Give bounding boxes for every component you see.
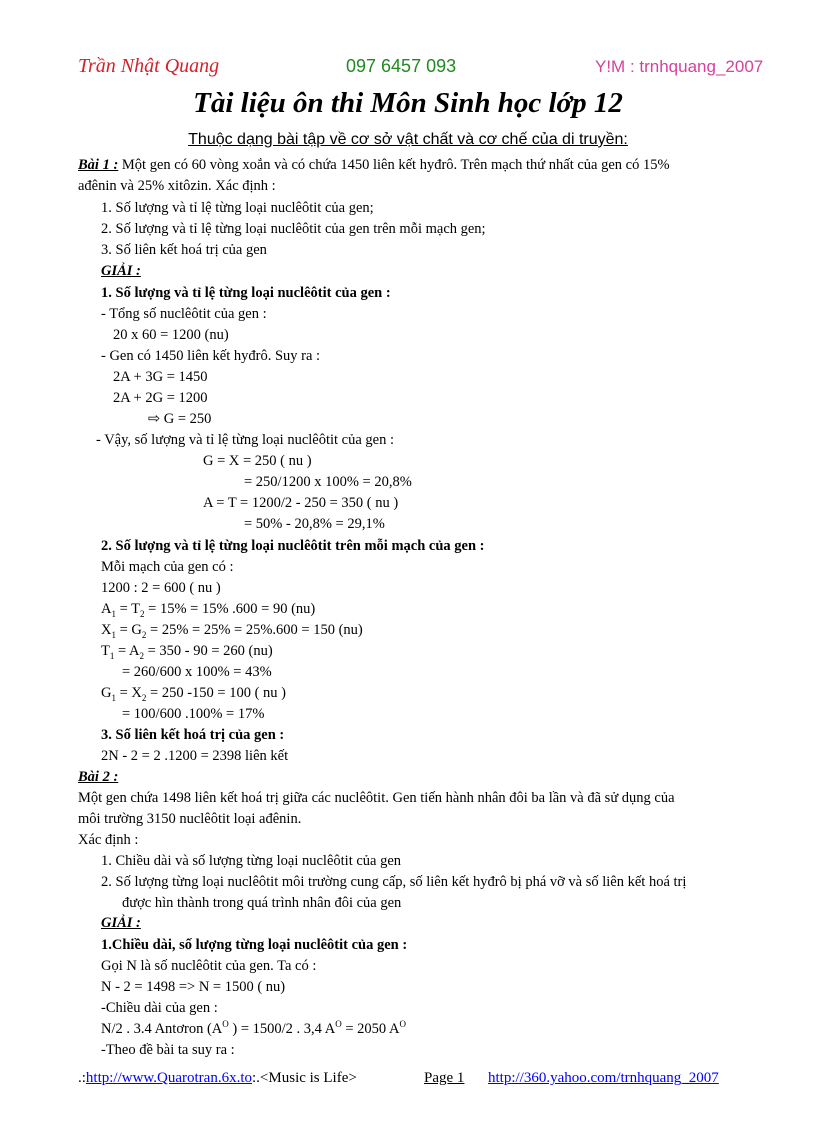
bai1-line: - Gen có 1450 liên kết hyđrô. Suy ra : [101,348,321,364]
bai2-intro-line1: Một gen chứa 1498 liên kết hoá trị giữa các nuclêôtit. Gen tiến hành nhân đôi ba lần và đã sử dụng của [78,790,675,806]
bai1-line: 2A + 2G = 1200 [113,390,208,406]
bai1-formula: $T_1 = A_2 = 350 - 90 = 260$ (nu) [101,643,273,661]
bai1-line: = 260/600 x 100% = 43% [122,664,272,680]
bai2-length-formula: N/2 . 3.4 Antơron ($A^O$ ) = 1500/2 . 3,4 $A^O = 2050$ $A^O$ [101,1019,406,1037]
bai1-question-2: 2. Số lượng và tỉ lệ từng loại nuclêôtit của gen trên mỗi mạch gen; [101,221,486,237]
phone-number: 097 6457 093 [346,56,457,76]
bai2-label: Bài 2 : [78,769,119,785]
bai1-line: ⇨ G = 250 [148,411,212,427]
footer-link-yahoo[interactable]: http://360.yahoo.com/trnhquang_2007 [488,1070,719,1086]
page-number: Page 1 [424,1070,465,1086]
bai1-heading-3: 3. Số liên kết hoá trị của gen : [101,727,285,743]
footer-link-quarotran[interactable]: http://www.Quarotran.6x.to [85,1070,253,1086]
bai1-intro-line1: Bài 1 : Một gen có 60 vòng xoắn và có chứa 1450 liên kết hyđrô. Trên mạch thứ nhất của gen có 15% [78,157,670,173]
bai1-line: 2N - 2 = 2 .1200 = 2398 liên kết [101,748,289,764]
bai2-heading-1: 1.Chiều dài, số lượng từng loại nuclêôtit của gen : [101,937,408,953]
author-name: Trần Nhật Quang [78,55,220,77]
document-subtitle: Thuộc dạng bài tập về cơ sở vật chất và cơ chế của di truyền: [188,131,628,148]
bai2-line: -Chiều dài của gen : [101,1000,218,1016]
bai1-line: = 100/600 .100% = 17% [122,706,265,722]
bai2-question-1: 1. Chiều dài và số lượng từng loại nuclêôtit của gen [101,853,402,869]
bai1-heading-2: 2. Số lượng và tỉ lệ từng loại nuclêôtit trên mỗi mạch của gen : [101,538,485,554]
bai2-solution-label: GIẢI : [101,915,141,931]
bai1-line: - Tổng số nuclêôtit của gen : [101,306,267,322]
bai1-label: Bài 1 : [78,157,119,173]
bai1-formula: $X_1 = G_2 = 25\% = 25\% = 25\%.600 = 150$ (nu) [101,622,363,640]
bai1-question-1: 1. Số lượng và tỉ lệ từng loại nuclêôtit của gen; [101,200,374,216]
bai1-line: 1200 : 2 = 600 ( nu ) [101,580,221,596]
yahoo-messenger-id: Y!M : trnhquang_2007 [595,57,764,76]
bai2-intro-line3: Xác định : [78,832,139,848]
bai2-line: N - 2 = 1498 => N = 1500 ( nu) [101,979,286,995]
bai1-line: = 50% - 20,8% = 29,1% [244,516,385,532]
footer-left: .:http://www.Quarotran.6x.to:.<Music is Life> [78,1070,357,1086]
bai1-line: G = X = 250 ( nu ) [203,453,312,469]
document-title: Tài liệu ôn thi Môn Sinh học lớp 12 [193,87,623,119]
bai1-line: Mỗi mạch của gen có : [101,559,234,575]
bai1-line: 2A + 3G = 1450 [113,369,208,385]
bai1-solution-label: GIẢI : [101,263,141,279]
bai1-line: - Vậy, số lượng và tỉ lệ từng loại nuclêôtit của gen : [96,432,395,448]
bai2-question-2-cont: được hìn thành trong quá trình nhân đôi của gen [122,895,402,911]
bai2-question-2: 2. Số lượng từng loại nuclêôtit môi trường cung cấp, số liên kết hyđrô bị phá vỡ và số liên kết hoá trị [101,874,687,890]
bai1-line: 20 x 60 = 1200 (nu) [113,327,229,343]
bai1-heading-1: 1. Số lượng và tỉ lệ từng loại nuclêôtit của gen : [101,285,391,301]
bai1-line: = 250/1200 x 100% = 20,8% [244,474,412,490]
bai1-formula: $A_1 = T_2 = 15\% = 15\%$ .600 = 90 (nu) [101,601,316,619]
bai1-question-3: 3. Số liên kết hoá trị của gen [101,242,267,258]
bai2-line: -Theo đề bài ta suy ra : [101,1042,235,1058]
bai1-intro-line2: ađênin và 25% xitôzin. Xác định : [78,178,276,194]
bai1-formula: $G_1 = X_2 = 250$ -150 = 100 ( nu ) [101,685,286,703]
bai2-intro-line2: môi trường 3150 nuclêôtit loại ađênin. [78,811,302,827]
bai1-line: A = T = 1200/2 - 250 = 350 ( nu ) [203,495,399,511]
bai2-line: Gọi N là số nuclêôtit của gen. Ta có : [101,958,317,974]
